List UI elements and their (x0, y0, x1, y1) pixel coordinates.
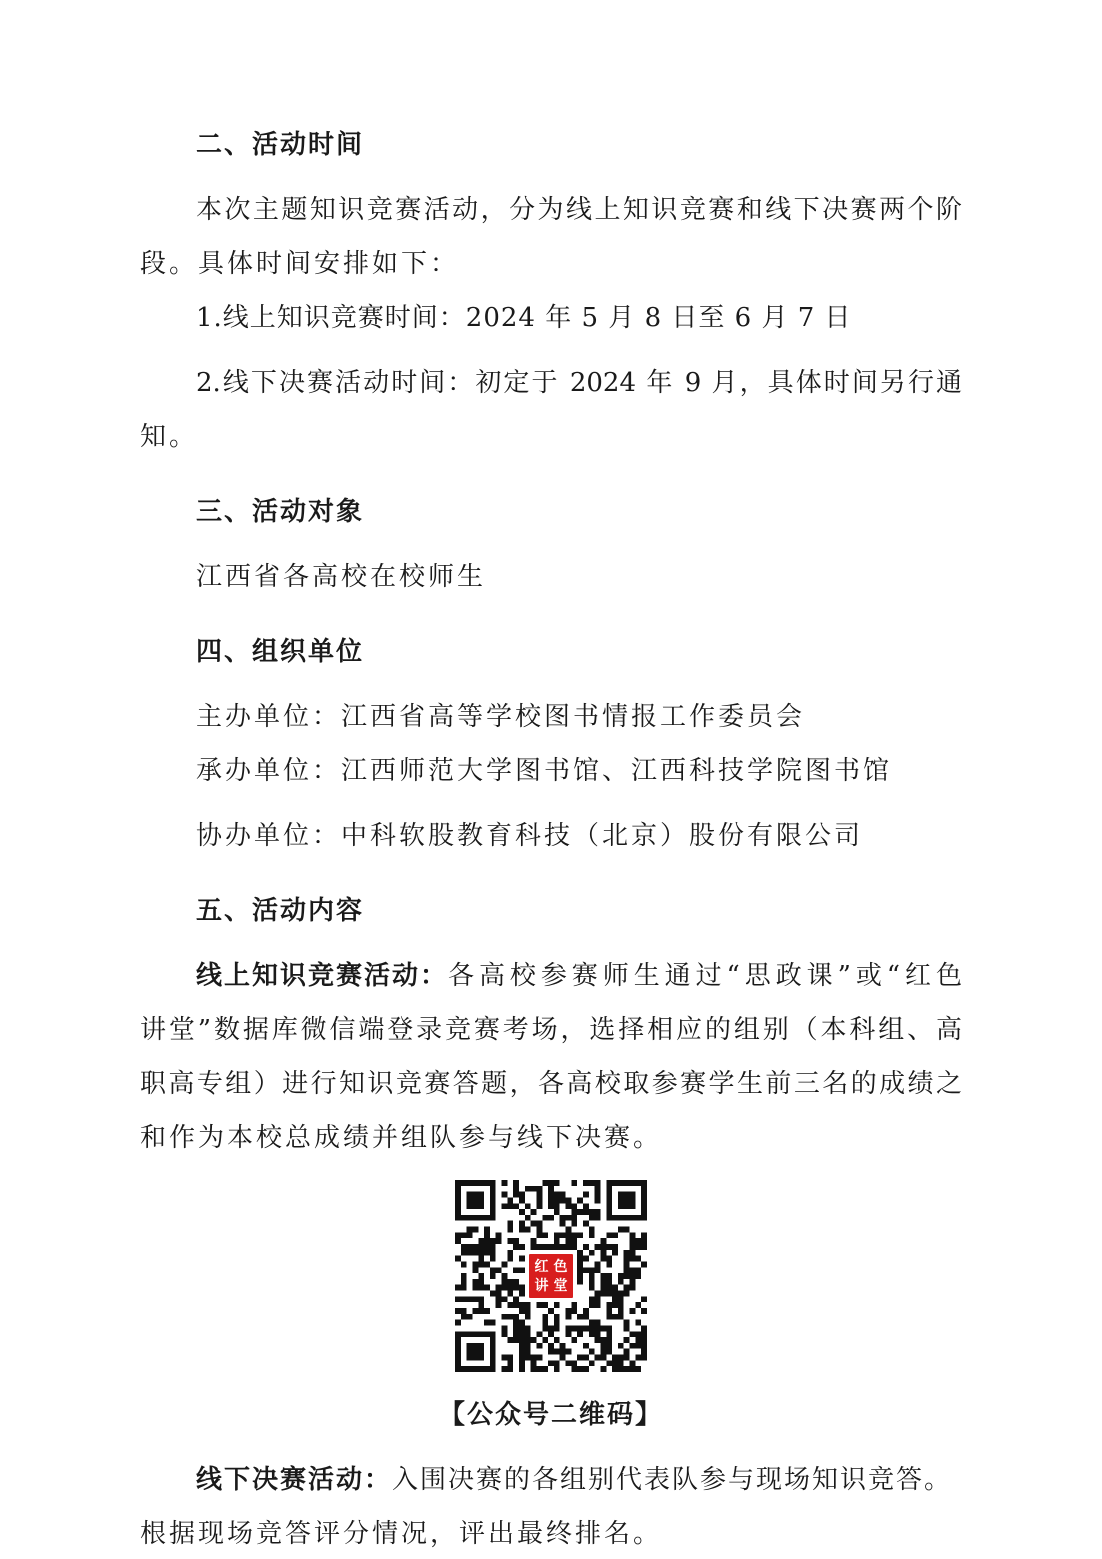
online-paragraph-line-4: 和作为本校总成绩并组队参与线下决赛。 (140, 1123, 663, 1153)
online-paragraph-line-3: 职高专组）进行知识竞赛答题，各高校取参赛学生前三名的成绩之 (140, 1069, 962, 1099)
qr-badge-char: 堂 (553, 1277, 568, 1294)
time-paragraph-line-2: 段。具体时间安排如下： (140, 249, 460, 279)
qr-badge-char: 红 (534, 1258, 549, 1275)
target-text: 江西省各高校在校师生 (196, 562, 487, 592)
qr-badge-char: 讲 (534, 1277, 549, 1294)
online-paragraph-line-2: 讲堂”数据库微信端登录竞赛考场，选择相应的组别（本科组、高 (140, 1015, 962, 1045)
offline-label: 线下决赛活动： (196, 1465, 393, 1495)
time-paragraph-line-1: 本次主题知识竞赛活动，分为线上知识竞赛和线下决赛两个阶 (196, 195, 962, 225)
qr-logo-badge (526, 1251, 576, 1301)
section-heading-time: 二、活动时间 (196, 130, 365, 160)
online-text-line-1: 各高校参赛师生通过“思政课”或“红色 (448, 961, 962, 991)
wechat-qr-code (455, 1180, 647, 1372)
time-item-offline-line-2: 知。 (140, 422, 199, 452)
qr-badge-char: 色 (553, 1258, 568, 1275)
org-host: 主办单位：江西省高等学校图书情报工作委员会 (196, 702, 806, 732)
offline-paragraph-line-2: 根据现场竞答评分情况，评出最终排名。 (140, 1519, 663, 1549)
org-co-organizer: 协办单位：中科软股教育科技（北京）股份有限公司 (196, 821, 864, 851)
section-heading-content: 五、活动内容 (196, 896, 365, 926)
time-item-offline-line-1: 2.线下决赛活动时间：初定于 2024 年 9 月，具体时间另行通 (196, 368, 962, 398)
time-item-online: 1.线上知识竞赛时间：2024 年 5 月 8 日至 6 月 7 日 (196, 303, 852, 333)
section-heading-target: 三、活动对象 (196, 497, 365, 527)
offline-text-line-1: 入围决赛的各组别代表队参与现场知识竞答。 (392, 1465, 953, 1495)
offline-paragraph-line-1 (196, 1463, 962, 1497)
org-organizer: 承办单位：江西师范大学图书馆、江西科技学院图书馆 (196, 756, 893, 786)
online-paragraph-line-1 (196, 959, 962, 993)
online-label: 线上知识竞赛活动： (196, 961, 449, 991)
qr-caption: 【公众号二维码】 (438, 1400, 663, 1430)
section-heading-org: 四、组织单位 (196, 637, 365, 667)
